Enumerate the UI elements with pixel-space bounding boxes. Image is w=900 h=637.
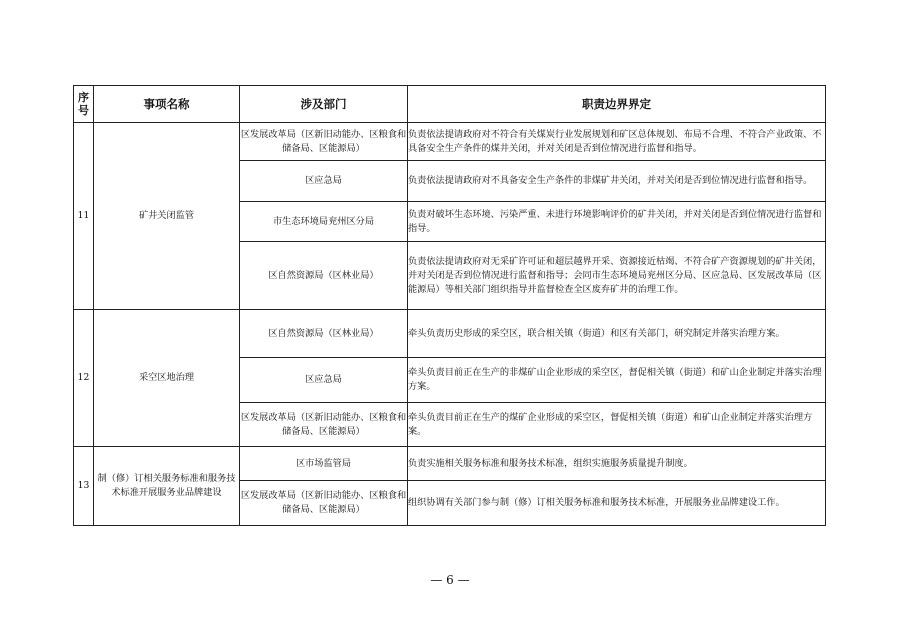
row-number: 12 — [74, 310, 94, 447]
responsibility: 负责依法提请政府对不符合有关煤炭行业发展规划和矿区总体规划、布局不合理、不符合产业政策、不具备安全生产条件的煤井关闭，并对关闭是否到位情况进行监督和指导。 — [408, 123, 826, 161]
header-item: 事项名称 — [94, 86, 240, 123]
department: 区发展改革局（区新旧动能办、区粮食和储备局、区能源局） — [240, 481, 408, 526]
responsibility-table — [73, 85, 826, 526]
department: 区发展改革局（区新旧动能办、区粮食和储备局、区能源局） — [240, 123, 408, 161]
responsibility: 负责实施相关服务标准和服务技术标准，组织实施服务质量提升制度。 — [408, 447, 826, 481]
row-number: 13 — [74, 447, 94, 526]
responsibility: 牵头负责历史形成的采空区，联合相关镇（街道）和区有关部门，研究制定并落实治理方案。 — [408, 310, 826, 358]
page-number: — 6 — — [430, 573, 470, 587]
header-no: 序号 — [74, 86, 94, 123]
responsibility: 牵头负责目前正在生产的非煤矿山企业形成的采空区，督促相关镇（街道）和矿山企业制定并落实治理方案。 — [408, 358, 826, 403]
responsibility: 负责依法提请政府对无采矿许可证和超层越界开采、资源接近枯竭、不符合矿产资源规划的矿井关闭，并对关闭是否到位情况进行监督和指导；会同市生态环境局兖州区分局、区应急局、区发展改革局（区能源局）等相关部门组织指导并监督检查全区废弃矿井的治理工作。 — [408, 242, 826, 310]
responsibility: 负责依法提请政府对不具备安全生产条件的非煤矿井关闭，并对关闭是否到位情况进行监督和指导。 — [408, 161, 826, 202]
department: 区自然资源局（区林业局） — [240, 310, 408, 358]
department: 区发展改革局（区新旧动能办、区粮食和储备局、区能源局） — [240, 403, 408, 447]
item-name: 矿井关闭监管 — [94, 123, 240, 310]
header-resp: 职责边界界定 — [408, 86, 826, 123]
item-name: 采空区地治理 — [94, 310, 240, 447]
table-row — [74, 447, 826, 481]
department: 区市场监管局 — [240, 447, 408, 481]
item-name: 制（修）订相关服务标准和服务技术标准开展服务业品牌建设 — [94, 447, 240, 526]
table-row — [74, 123, 826, 161]
department: 区应急局 — [240, 358, 408, 403]
department: 区应急局 — [240, 161, 408, 202]
header-dept: 涉及部门 — [240, 86, 408, 123]
department: 市生态环境局兖州区分局 — [240, 202, 408, 242]
responsibility: 牵头负责目前正在生产的煤矿企业形成的采空区，督促相关镇（街道）和矿山企业制定并落实治理方案。 — [408, 403, 826, 447]
responsibility: 组织协调有关部门参与制（修）订相关服务标准和服务技术标准，开展服务业品牌建设工作。 — [408, 481, 826, 526]
department: 区自然资源局（区林业局） — [240, 242, 408, 310]
row-number: 11 — [74, 123, 94, 310]
table-header-row — [74, 86, 826, 123]
responsibility: 负责对破坏生态环境、污染严重、未进行环境影响评价的矿井关闭，并对关闭是否到位情况进行监督和指导。 — [408, 202, 826, 242]
table-row — [74, 310, 826, 358]
